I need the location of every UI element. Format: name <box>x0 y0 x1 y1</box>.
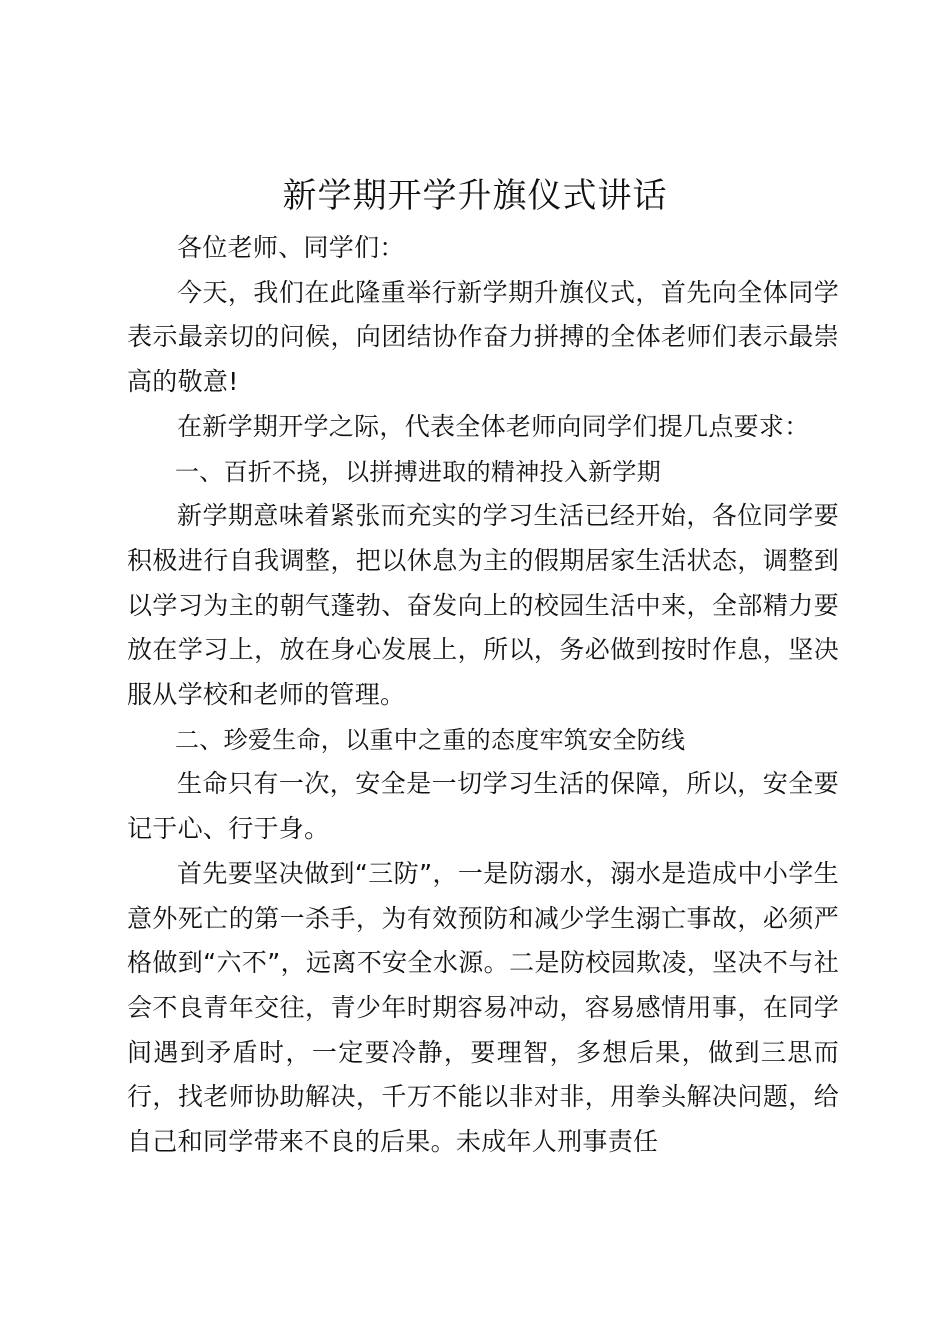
body-paragraph: 首先要坚决做到“三防”，一是防溺水，溺水是造成中小学生意外死亡的第一杀手，为有效预防和减少学生溺亡事故，必须严格做到“六不”，远离不安全水源。二是防校园欺凌，坚决不与社会不良青年交往，青少年时期容易冲动，容易感情用事，在同学间遇到矛盾时，一定要冷静，要理智，多想后果，做到三思而行，找老师协助解决，千万不能以非对非，用拳头解决问题，给自己和同学带来不良的后果。未成年人刑事责任 <box>127 858 839 1157</box>
body-paragraph: 新学期意味着紧张而充实的学习生活已经开始，各位同学要积极进行自我调整，把以休息为主的假期居家生活状态，调整到以学习为主的朝气蓬勃、奋发向上的校园生活中来，全部精力要放在学习上，放在身心发展上，所以，务必做到按时作息，坚决服从学校和老师的管理。 <box>127 501 839 710</box>
intro-paragraph: 在新学期开学之际，代表全体老师向同学们提几点要求： <box>177 411 810 441</box>
salutation-paragraph: 各位老师、同学们： <box>177 233 405 262</box>
document-body <box>127 226 839 1165</box>
section-heading-2: 二、珍爱生命，以重中之重的态度牢筑安全防线 <box>175 725 686 754</box>
section-heading-1: 一、百折不挠，以拼搏进取的精神投入新学期 <box>175 457 661 486</box>
document-title: 新学期开学升旗仪式讲话 <box>282 176 668 216</box>
body-paragraph: 生命只有一次，安全是一切学习生活的保障，所以，安全要记于心、行于身。 <box>127 769 839 844</box>
greeting-paragraph: 今天，我们在此隆重举行新学期升旗仪式，首先向全体同学表示最亲切的问候，向团结协作奋力拼搏的全体老师们表示最崇高的敬意! <box>127 277 839 397</box>
